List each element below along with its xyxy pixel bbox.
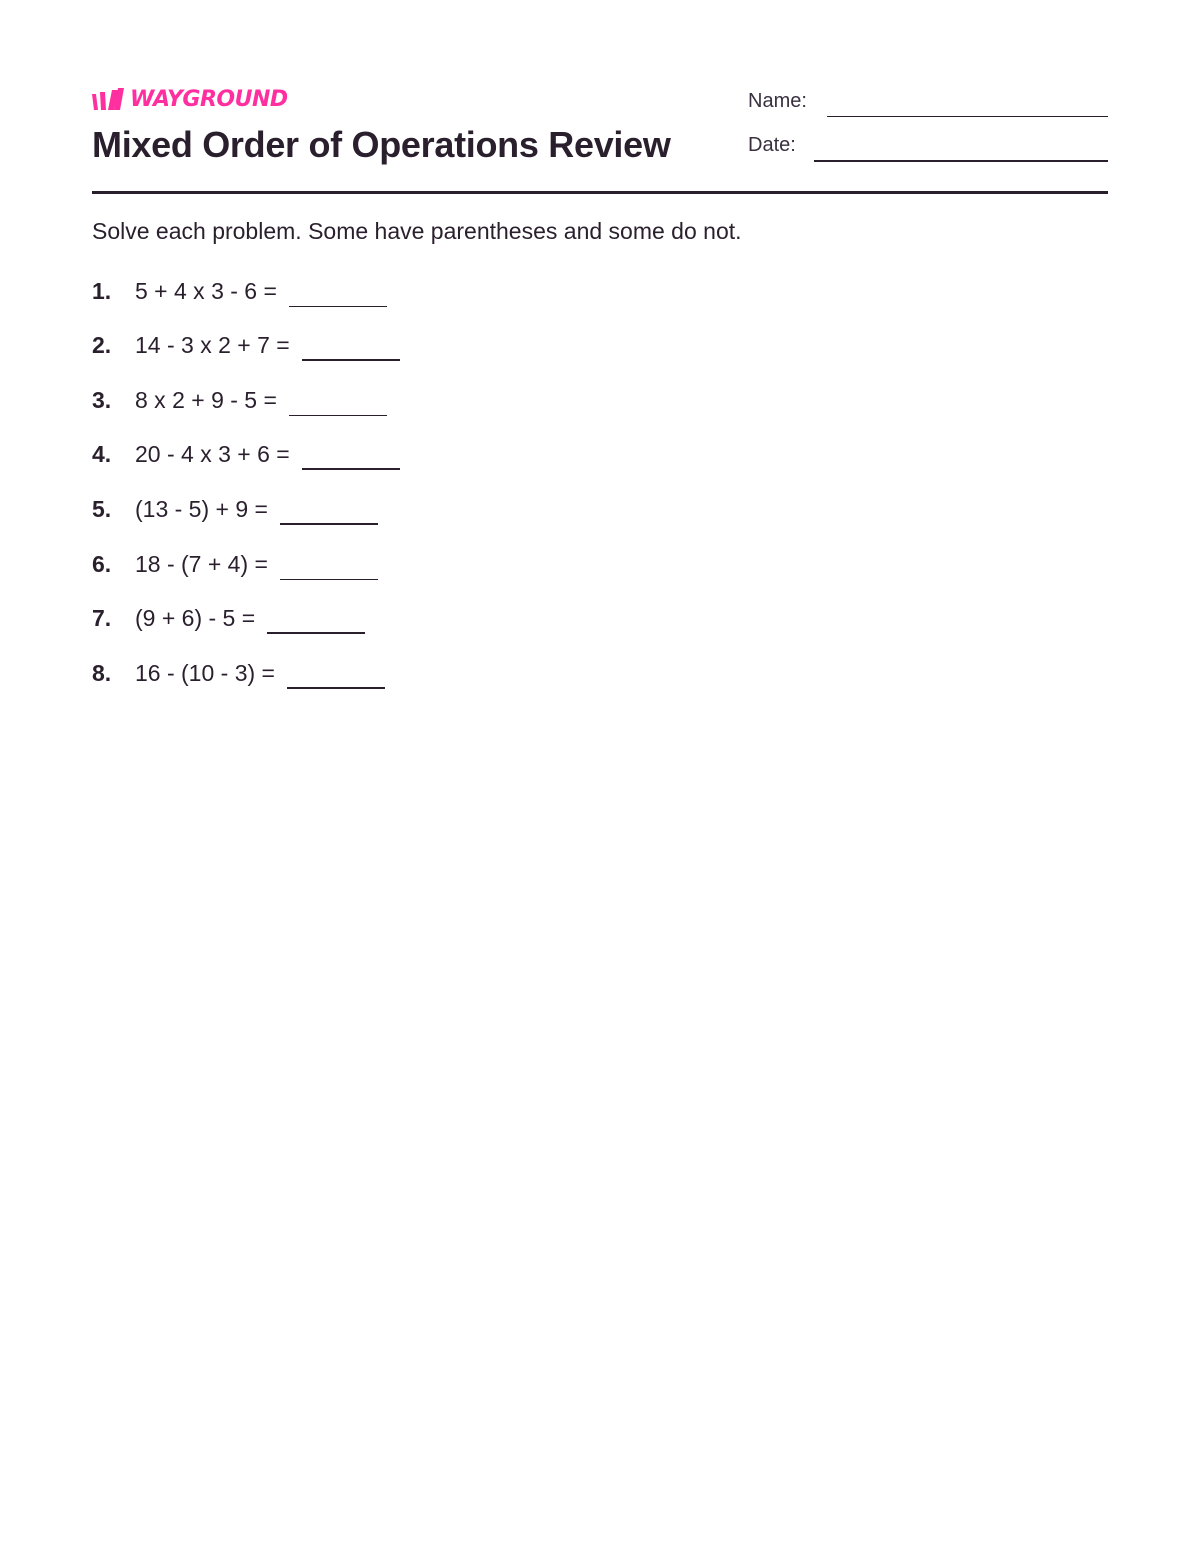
problem-number: 3.: [92, 387, 112, 413]
answer-blank[interactable]: [289, 397, 387, 416]
brand-name: WAYGROUND: [130, 87, 288, 112]
problem-number: 7.: [92, 605, 112, 631]
problem-expression: 8 x 2 + 9 - 5 =: [135, 387, 277, 413]
problem-number: 4.: [92, 441, 112, 467]
date-label: Date:: [748, 134, 796, 156]
problem-expression: 18 - (7 + 4) =: [135, 551, 268, 577]
answer-blank[interactable]: [287, 669, 385, 689]
problem-expression: (13 - 5) + 9 =: [135, 496, 268, 522]
header-divider: [92, 191, 1108, 194]
problem-expression: (9 + 6) - 5 =: [135, 605, 256, 631]
name-label: Name:: [748, 90, 807, 112]
problem-5: [92, 496, 378, 528]
answer-blank[interactable]: [280, 505, 378, 525]
problem-number: 2.: [92, 332, 112, 358]
name-field[interactable]: [827, 116, 1108, 117]
problem-expression: 20 - 4 x 3 + 6 =: [135, 441, 290, 467]
page-title: Mixed Order of Operations Review: [92, 124, 671, 165]
problem-number: 5.: [92, 496, 112, 522]
problem-expression: 16 - (10 - 3) =: [135, 660, 275, 686]
problem-7: [92, 605, 365, 637]
problem-8: [92, 660, 385, 692]
problem-1: [92, 278, 387, 310]
instructions: Solve each problem. Some have parentheses and some do not.: [92, 218, 742, 244]
problem-number: 6.: [92, 551, 112, 577]
wayground-logo-icon: [92, 88, 124, 112]
problem-4: [92, 441, 400, 473]
answer-blank[interactable]: [302, 450, 400, 470]
answer-blank[interactable]: [302, 341, 400, 361]
problem-3: [92, 387, 387, 419]
problem-expression: 14 - 3 x 2 + 7 =: [135, 332, 290, 358]
problem-number: 8.: [92, 660, 112, 686]
answer-blank[interactable]: [289, 288, 387, 307]
brand-logo: [92, 86, 288, 114]
answer-blank[interactable]: [267, 614, 365, 634]
problem-6: [92, 551, 378, 583]
problem-2: [92, 332, 400, 364]
problem-number: 1.: [92, 278, 112, 304]
answer-blank[interactable]: [280, 561, 378, 580]
problem-expression: 5 + 4 x 3 - 6 =: [135, 278, 277, 304]
date-field[interactable]: [814, 160, 1108, 162]
